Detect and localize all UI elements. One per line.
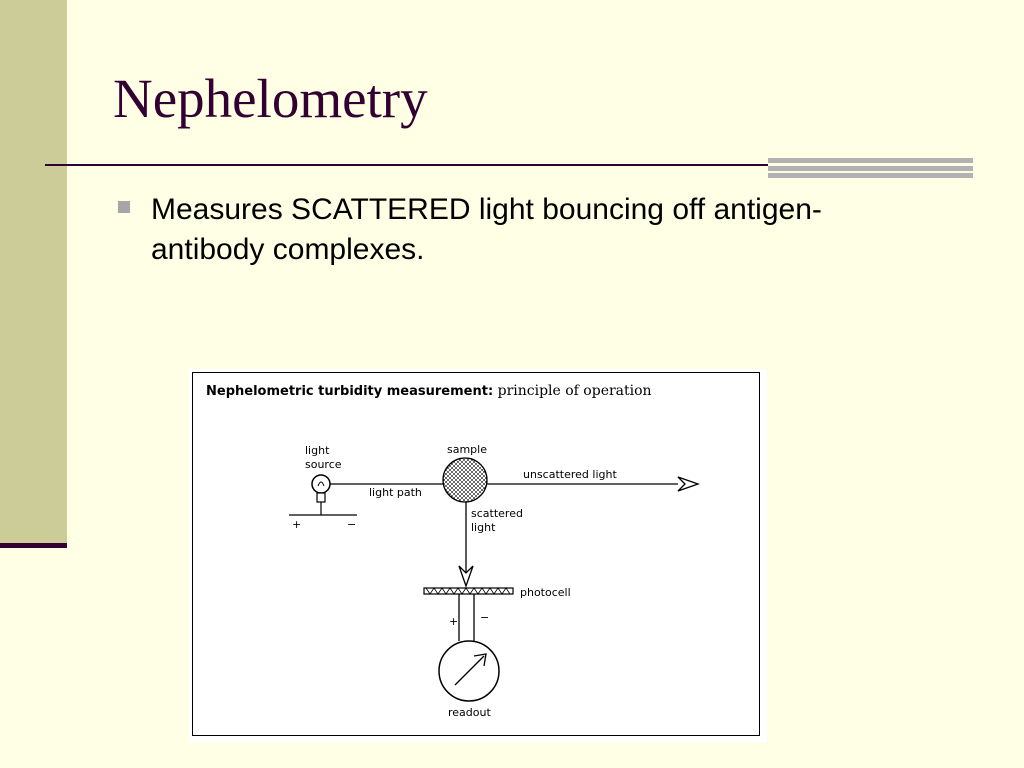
light-source-label-1: light [305, 444, 330, 457]
diagram-title-regular: principle of operation [497, 383, 652, 399]
title-divider-accent [768, 158, 973, 178]
bullet-item: Measures SCATTERED light bouncing off antigen-antibody complexes. [151, 193, 822, 266]
diagram-title-bold: Nephelometric turbidity measurement: [206, 384, 494, 399]
photocell-plus-label: + [449, 615, 459, 628]
nephelometry-diagram [189, 369, 767, 743]
source-plus-label: + [292, 518, 302, 531]
light-path-label: light path [369, 486, 422, 499]
bullet-list [113, 190, 933, 270]
arrow-right-icon [678, 477, 698, 491]
square-bullet-icon [118, 201, 130, 213]
readout-label: readout [448, 706, 491, 719]
photocell-label: photocell [520, 586, 571, 599]
slide-title: Nephelometry [113, 68, 428, 129]
light-bulb-icon [289, 475, 357, 515]
readout-meter-icon [439, 641, 499, 701]
photocell-minus-label: − [480, 611, 490, 624]
scattered-light-label-1: scattered [471, 507, 523, 520]
sample-circle [443, 458, 487, 502]
diagram-drawing [193, 373, 759, 735]
sample-label: sample [447, 443, 487, 456]
left-decor-band-line [0, 543, 67, 548]
unscattered-light-label: unscattered light [523, 468, 617, 481]
diagram-frame [192, 372, 760, 736]
photocell-icon [424, 588, 513, 594]
source-minus-label: − [347, 518, 357, 531]
scattered-light-label-2: light [471, 521, 496, 534]
light-source-label-2: source [305, 458, 342, 471]
left-decor-band [0, 0, 67, 548]
